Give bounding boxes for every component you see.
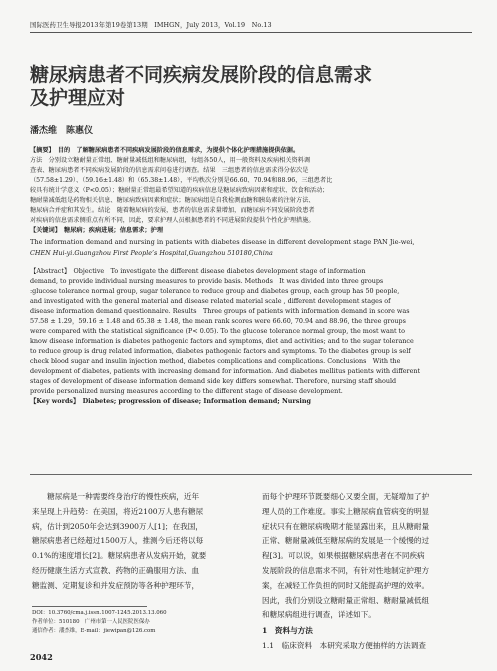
body-line: 糖尿病是一种需要终身治疗的慢性疾病，近年 — [32, 492, 200, 501]
abstract-line: demand, to provide individual nursing measures to provide basis. Methods It was divided into three groups — [30, 277, 384, 285]
english-affiliation: CHEN Hui-yi.Guangzhou First People’s Hospital,Guangzhou 510180,China — [30, 249, 273, 257]
abstract-line: to reduce group is drug related information, diabetes pathogenic factors and symptoms. To the diabetes group is self — [30, 347, 411, 355]
subsection-line: 1.1 临床资料 本研究采取方便抽样的方法调查 — [262, 641, 426, 650]
body-line: 程[3]。可以说，如果根据糖尿病患者在不同疾病 — [262, 551, 425, 561]
abstract-line: :glucose tolerance normal group, sugar tolerance to reduce group and diabetes group, each group has 50 people, — [30, 287, 400, 295]
body-line: 经历健康生活方式宣教、药物的正确服用方法、血 — [32, 565, 200, 575]
body-line: 糖尿病患者已经超过1500万人，推测今后还将以每 — [32, 536, 204, 546]
footnote-rule — [32, 606, 147, 607]
body-column-right — [262, 490, 469, 623]
article-title — [30, 64, 470, 110]
abstract-divider — [30, 474, 472, 475]
body-line: 来呈现上升趋势：在美国，将近2100万人患有糖尿 — [32, 506, 204, 516]
running-header: 国际医药卫生导报2013年第19卷第13期 IMHGN，July 2013，Vol.19 No.13 — [30, 21, 272, 29]
body-column-left — [32, 490, 239, 594]
body-line: 发展阶段的信息需求不同，有针对性地制定护理方 — [262, 565, 430, 575]
section-heading: 1 资料与方法 — [262, 626, 313, 635]
body-line: 因此，我们分别设立糖耐量正常组、糖耐量减低组 — [262, 595, 430, 605]
abstract-line: check blood sugar and insulin injection method, diabetes complications and complications. Conclusions With the — [30, 357, 401, 365]
body-line: 理人员的工作难度。事实上糖尿病血管病变的明显 — [262, 506, 430, 516]
body-line: 糖监测、定期复诊和并发症预防等各种护理环节， — [32, 580, 200, 590]
abstract-line: （57.58±1.29）、（59.16±1.48）和（65.38±1.48），平均秩次分别是66.60、70.94和88.96，三组患者比 — [30, 177, 333, 184]
abstract-line: provide personalized nursing measures according to the different stage of disease development. — [30, 387, 343, 395]
body-line: 而每个护理环节既要细心又要全面，无疑增加了护 — [262, 492, 430, 501]
body-line: 正常、糖耐量减低至糖尿病的发展是一个缓慢的过 — [262, 536, 430, 546]
body-line: 病，估计到2050年会达到3900万人[1]；在我国， — [32, 521, 203, 531]
abstract-line: 糖耐量减低组是药物相关信息、糖尿病致病因素和症状；糖尿病组是自我检测血糖和胰岛素的注射方法、 — [30, 197, 315, 204]
abstract-line: disease information demand questionnaire. Results Three groups of patients with information demand in score was — [30, 307, 410, 315]
abstract-line: 方法 分别设立糖耐量正常组、糖耐量减低组和糖尿病组，每组各50人，用一般资料及疾病相关资料调 — [30, 157, 311, 164]
abstract-line: 较具有统计学意义（P<0.05）；糖耐量正常组最希望知道的疾病信息是糖尿病致病因素和症状、饮食和活动； — [30, 187, 329, 194]
body-line: 和糖尿病组进行调查，详述如下。 — [262, 610, 376, 620]
body-line: 案，在减轻工作负担的同时又能提高护理的效率。 — [262, 580, 430, 590]
abstract-line: 【Abstract】 Objective To investigate the different disease diabetes development stage of information — [30, 267, 366, 275]
abstract-line: know disease information is diabetes pathogenic factors and symptoms, diet and activities; and to the sugar tolerance — [30, 337, 414, 345]
abstract-line: stages of development of disease information demand side key differs somewhat. Therefore, nursing staff should — [30, 377, 397, 385]
body-line: 症状只有在糖尿病晚期才能显露出来，且从糖耐量 — [262, 521, 430, 531]
title-line-2: 及护理应对 — [30, 87, 126, 109]
page-number: 2042 — [30, 652, 53, 662]
abstract-line: and investigated with the general material and disease related material scale , different development stages of — [30, 297, 391, 305]
abstract-line: 【摘要】 目的 了解糖尿病患者不同疾病发展阶段的信息需求，为提供个体化护理措施提供依据。 — [30, 147, 300, 154]
english-keywords: 【Key words】 Diabetes; progression of disease; Information demand; Nursing — [30, 397, 311, 405]
authors: 潘杰维 陈惠仪 — [30, 126, 94, 136]
chinese-abstract — [30, 146, 474, 236]
abstract-line: 对疾病的信息需求侧重点有所不同，因此，要求护理人员根据患者的不同进展阶段提供个性化护理措施。 — [30, 217, 315, 224]
abstract-line: were compared with the statistical significance (P< 0.05). To the glucose tolerance normal group, the most want to — [30, 327, 405, 335]
footnote-contact: 通信作者：潘杰维，E-mail：jiewipan@126.com — [32, 627, 156, 634]
body-line: 0.1%的速度增长[2]。糖尿病患者从发病开始，就要 — [32, 551, 207, 561]
title-line-1: 糖尿病患者不同疾病发展阶段的信息需求 — [30, 64, 373, 86]
chinese-keywords: 【关键词】 糖尿病；疾病进展；信息需求；护理 — [30, 227, 164, 234]
abstract-line: development of diabetes, patients with increasing demand for information. And diabetes mellitus patients with different — [30, 367, 421, 375]
abstract-line: 查表、糖尿病患者不同疾病发展阶段的信息需求问卷进行调查。结果 三组患者的信息需求得分依次是 — [30, 167, 309, 174]
footnote-affiliation: 作者单位：510180 广州市第一人民医院医保办 — [32, 618, 150, 625]
english-title: The information demand and nursing in patients with diabetes disease in different development stage PAN Jie-wei, — [30, 238, 415, 246]
footnote-doi: DOI：10.3760/cma.j.issn.1007-1245.2013.13.060 — [32, 610, 167, 616]
english-abstract — [30, 266, 474, 406]
header-rule — [30, 32, 472, 33]
footnote — [32, 609, 242, 635]
abstract-line: 糖尿病合并症和其发生。结论 随着糖尿病的发展，患者的信息需求量增加，而糖尿病不同发展阶段患者 — [30, 207, 315, 214]
abstract-line: 57.58 ± 1.29，59.16 ± 1.48 and 65.38 ± 1.48, the mean rank scores were 66.60, 70.94 and 88.96, the three groups — [30, 317, 406, 325]
